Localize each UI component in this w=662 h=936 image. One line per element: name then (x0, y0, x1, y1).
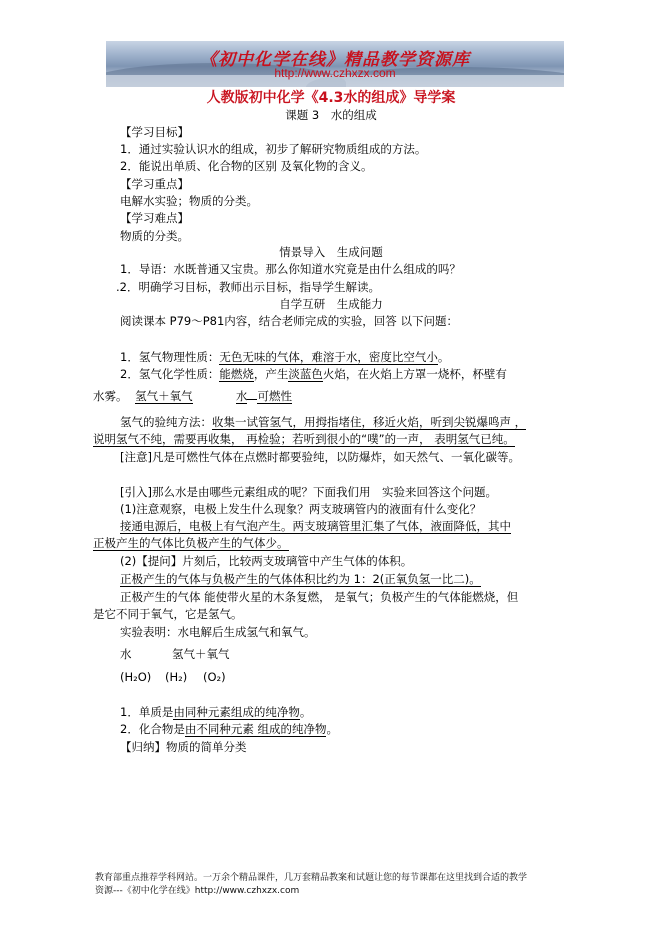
chem-equation-left: 氢气＋氧气 (135, 389, 193, 403)
word-equation-water: 水 (120, 647, 132, 661)
chem-text-b: ，产生 (253, 367, 289, 381)
def1-end: 。 (299, 705, 312, 719)
chem-answer-a: 能燃烧 (219, 367, 254, 381)
chem-equation-right: 水 (235, 389, 248, 403)
inquiry-lead: [引入]那么水是由哪些元素组成的呢？下面我们用 实验来回答这个问题。 (120, 485, 497, 499)
def2-answer: 由不同种元素 组成的纯净物 (184, 722, 327, 736)
difficulty-heading: 【学习难点】 (120, 211, 189, 225)
intro-item: 1．导语：水既普通又宝贵。那么你知道水究竟是由什么组成的吗？ (120, 262, 461, 276)
intro-heading: 情景导入 生成问题 (279, 245, 383, 259)
verify-line2 (93, 431, 515, 447)
study-heading: 自学互研 生成能力 (279, 297, 383, 311)
summary-heading: 【归纳】物质的简单分类 (120, 740, 247, 754)
answer-2-text: 正极产生的气体与负极产生的气体体积比约为 1：2(正氧负氢一比二)。 (120, 572, 481, 586)
answer-1b-text: 正极产生的气体比负极产生的气体少。 (93, 536, 289, 550)
experiment-conclusion: 实验表明：水电解后生成氢气和氧气。 (120, 625, 316, 639)
study-read: 阅读课本 P79～P81内容，结合老师完成的实验，回答 以下问题： (120, 314, 458, 328)
formula-water: (H₂O) (120, 670, 152, 684)
definition-compound (120, 721, 338, 737)
chem-text-d: 火焰，在火焰上方罩一烧杯，杯壁有 (322, 367, 507, 381)
banner-title: 《初中化学在线》精品教学资源库 (200, 50, 470, 70)
inquiry-answer-3a: 正极产生的气体 能使带火星的木条复燃， 是氧气；负极产生的气体能燃烧，但 (120, 590, 519, 604)
focus-text: 电解水实验；物质的分类。 (120, 194, 258, 208)
chem-line2-text: 水雾。 (93, 389, 128, 403)
inquiry-answer-3b: 是它不同于氧气，它是氢气。 (93, 607, 243, 621)
phys-label: 1．氢气物理性质： (120, 350, 220, 364)
lesson-title: 课题 3 水的组成 (285, 108, 377, 122)
formula-hydrogen: (H₂) (165, 670, 188, 684)
phys-answer: 无色无味的气体，难溶于水，密度比空气小 (219, 350, 438, 364)
def1-answer: 由同种元素组成的纯净物 (173, 705, 300, 719)
hydrogen-chemical-line2 (93, 388, 292, 404)
formula-oxygen: (O₂) (203, 670, 226, 684)
footer-line-1: 教育部重点推荐学科网站。一万余个精品课件，几万套精品教案和试题让您的每节课都在这里找到合适的教学 (95, 873, 528, 883)
definition-element (120, 704, 311, 720)
safety-note: [注意]凡是可燃性气体在点燃时都要验纯，以防爆炸，如天然气、一氧化碳等。 (120, 450, 520, 464)
phys-end: 。 (437, 350, 450, 364)
chem-equation-tail: 可燃性 (257, 389, 292, 403)
def2-end: 。 (326, 722, 338, 736)
inquiry-answer-2 (120, 571, 481, 587)
footer-line-2[interactable]: 资源---《初中化学在线》http://www.czhxzx.com (95, 886, 300, 896)
goals-heading: 【学习目标】 (120, 125, 189, 139)
page-footer (95, 872, 527, 898)
difficulty-text: 物质的分类。 (120, 229, 189, 243)
inquiry-question-2: (2)【提问】片刻后，比较两支玻璃管中产生气体的体积。 (120, 554, 413, 568)
goal-item: 2．能说出单质、化合物的区别 及氧化物的含义。 (120, 159, 373, 173)
intro-item: .2．明确学习目标，教师出示目标，指导学生解读。 (116, 280, 380, 294)
banner-url[interactable]: http://www.czhxzx.com (274, 66, 396, 80)
inquiry-answer-1a (120, 518, 511, 534)
verify-answer-1: 收集一试管氢气，用拇指堵住，移近火焰，听到尖锐爆鸣声 ， (212, 415, 527, 429)
hydrogen-chemical (120, 366, 507, 382)
header-banner (106, 41, 564, 87)
verify-answer-2: 说明氢气不纯，需要再收集， 再检验；若听到很小的“噗”的一声， 表明氢气已纯。 (93, 432, 515, 446)
verify-label: 氢气的验纯方法： (120, 415, 212, 429)
verify-line1 (120, 414, 526, 430)
chem-answer-c: 淡蓝色 (288, 367, 323, 381)
def1-label: 1．单质是 (120, 705, 174, 719)
def2-label: 2．化合物是 (120, 722, 185, 736)
goal-item: 1．通过实验认识水的组成，初步了解研究物质组成的方法。 (120, 142, 427, 156)
chem-label: 2．氢气化学性质： (120, 367, 220, 381)
inquiry-question-1: (1)注意观察，电极上发生什么现象？两支玻璃管内的液面有什么变化？ (120, 502, 482, 516)
answer-1a-text: 接通电源后，电极上有气泡产生。两支玻璃管里汇集了气体，液面降低，其中 (120, 519, 511, 533)
hydrogen-physical (120, 349, 449, 365)
focus-heading: 【学习重点】 (120, 177, 189, 191)
document-title: 人教版初中化学《4.3水的组成》导学案 (206, 90, 456, 106)
word-equation-products: 氢气＋氧气 (172, 647, 230, 661)
inquiry-answer-1b (93, 535, 289, 551)
